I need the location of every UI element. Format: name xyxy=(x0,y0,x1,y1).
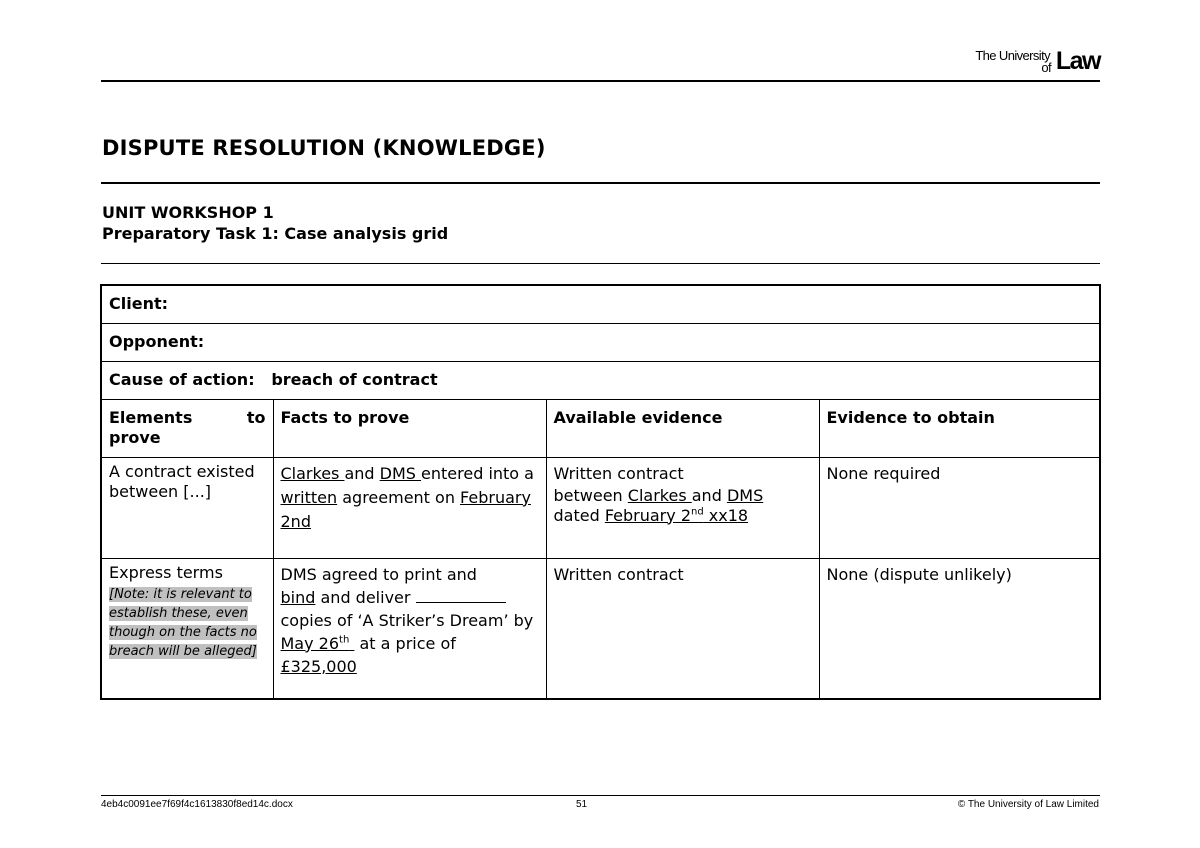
row2-facts-1: DMS agreed to print and xyxy=(280,564,477,584)
row1-avail-3: Clarkes xyxy=(627,485,692,505)
header-elements-a: Elements xyxy=(109,407,193,427)
table-row xyxy=(101,558,1100,699)
row1-facts-6: agreement on xyxy=(337,487,461,507)
row2-facts-sup: th xyxy=(339,634,350,646)
opponent-label: Opponent: xyxy=(109,331,205,351)
cause-label: Cause of action: xyxy=(109,369,255,389)
header-facts-label: Facts to prove xyxy=(280,407,410,427)
row1-facts-1: Clarkes xyxy=(280,463,345,483)
opponent-cell xyxy=(101,323,1100,361)
header-facts xyxy=(273,399,546,457)
row2-facts-line5 xyxy=(281,632,539,655)
row1-avail-line2 xyxy=(554,486,812,526)
row2-facts-5: May 26 xyxy=(280,633,340,653)
logo-line3: Law xyxy=(1055,47,1100,75)
row2-facts-line6 xyxy=(281,655,539,678)
cause-cell xyxy=(101,361,1100,399)
row1-avail-7: February 2 xyxy=(604,505,691,525)
row1-avail-4: and xyxy=(691,485,727,505)
title-rule xyxy=(101,182,1100,184)
header-rule xyxy=(101,80,1100,82)
row2-facts-date xyxy=(281,634,355,653)
row2-avail-text: Written contract xyxy=(553,564,684,584)
row1-available xyxy=(546,457,819,558)
row1-facts-7: February 2nd xyxy=(280,487,531,531)
row2-facts-2: bind xyxy=(280,587,316,607)
client-cell xyxy=(101,285,1100,323)
header-available-label: Available evidence xyxy=(553,407,723,427)
row1-avail-6: dated xyxy=(553,505,605,525)
row2-obtain xyxy=(819,558,1100,699)
row2-note-wrap xyxy=(109,584,266,660)
logo-line1: The University xyxy=(975,48,1050,63)
footer-page-number: 51 xyxy=(576,799,588,810)
row2-facts-6: at a price of xyxy=(354,633,456,653)
footer-filename: 4eb4c0091ee7f69f4c1613830f8ed14c.docx xyxy=(101,799,293,810)
row1-element-text: A contract existed between [...] xyxy=(109,461,255,501)
header-elements xyxy=(101,399,273,457)
row1-facts xyxy=(273,457,546,558)
row1-facts-5: written xyxy=(280,487,338,507)
row1-avail-5: DMS xyxy=(726,485,764,505)
case-analysis-grid xyxy=(100,284,1101,700)
university-of-law-logo xyxy=(930,46,1100,76)
page-title: DISPUTE RESOLUTION (KNOWLEDGE) xyxy=(102,136,546,160)
row1-facts-4: entered into a xyxy=(421,463,534,483)
cause-value: breach of contract xyxy=(271,369,438,389)
row1-facts-2: and xyxy=(344,463,380,483)
footer-copyright: © The University of Law Limited xyxy=(957,799,1099,810)
row1-obtain xyxy=(819,457,1100,558)
row2-facts xyxy=(273,558,546,699)
row2-obtain-text: None (dispute unlikely) xyxy=(826,564,1012,584)
row1-obtain-text: None required xyxy=(826,463,941,483)
row2-facts-3: and deliver xyxy=(315,587,416,607)
row2-element xyxy=(101,558,273,699)
row2-element-text: Express terms xyxy=(109,562,223,582)
footer-rule xyxy=(101,795,1100,796)
row2-blank-line xyxy=(416,589,506,603)
row1-element xyxy=(101,457,273,558)
row1-facts-3: DMS xyxy=(379,463,422,483)
row2-facts-line2 xyxy=(281,586,539,609)
row2-facts-4: copies of ‘A Striker’s Dream’ by xyxy=(280,610,534,630)
header-available xyxy=(546,399,819,457)
header-elements-c: prove xyxy=(109,427,161,447)
row2-note: [Note: it is relevant to establish these, even though on the facts no breach will be alleged] xyxy=(109,586,257,659)
client-label: Client: xyxy=(109,294,168,313)
row1-avail-date xyxy=(605,506,748,525)
row2-facts-7: £325,000 xyxy=(280,656,357,676)
table-row xyxy=(101,457,1100,558)
unit-workshop-heading: UNIT WORKSHOP 1 xyxy=(102,203,274,222)
row1-avail-1: Written contract xyxy=(553,463,684,483)
row1-avail-2: between xyxy=(553,485,628,505)
row1-avail-8: xx18 xyxy=(703,505,749,525)
header-obtain-label: Evidence to obtain xyxy=(826,407,995,427)
row1-avail-sup: nd xyxy=(691,506,704,518)
header-elements-b: to xyxy=(246,407,266,427)
logo-line2: of xyxy=(1041,60,1051,75)
preparatory-task-heading: Preparatory Task 1: Case analysis grid xyxy=(102,224,449,243)
row2-available xyxy=(546,558,819,699)
header-obtain xyxy=(819,399,1100,457)
subtitle-rule xyxy=(101,263,1100,264)
